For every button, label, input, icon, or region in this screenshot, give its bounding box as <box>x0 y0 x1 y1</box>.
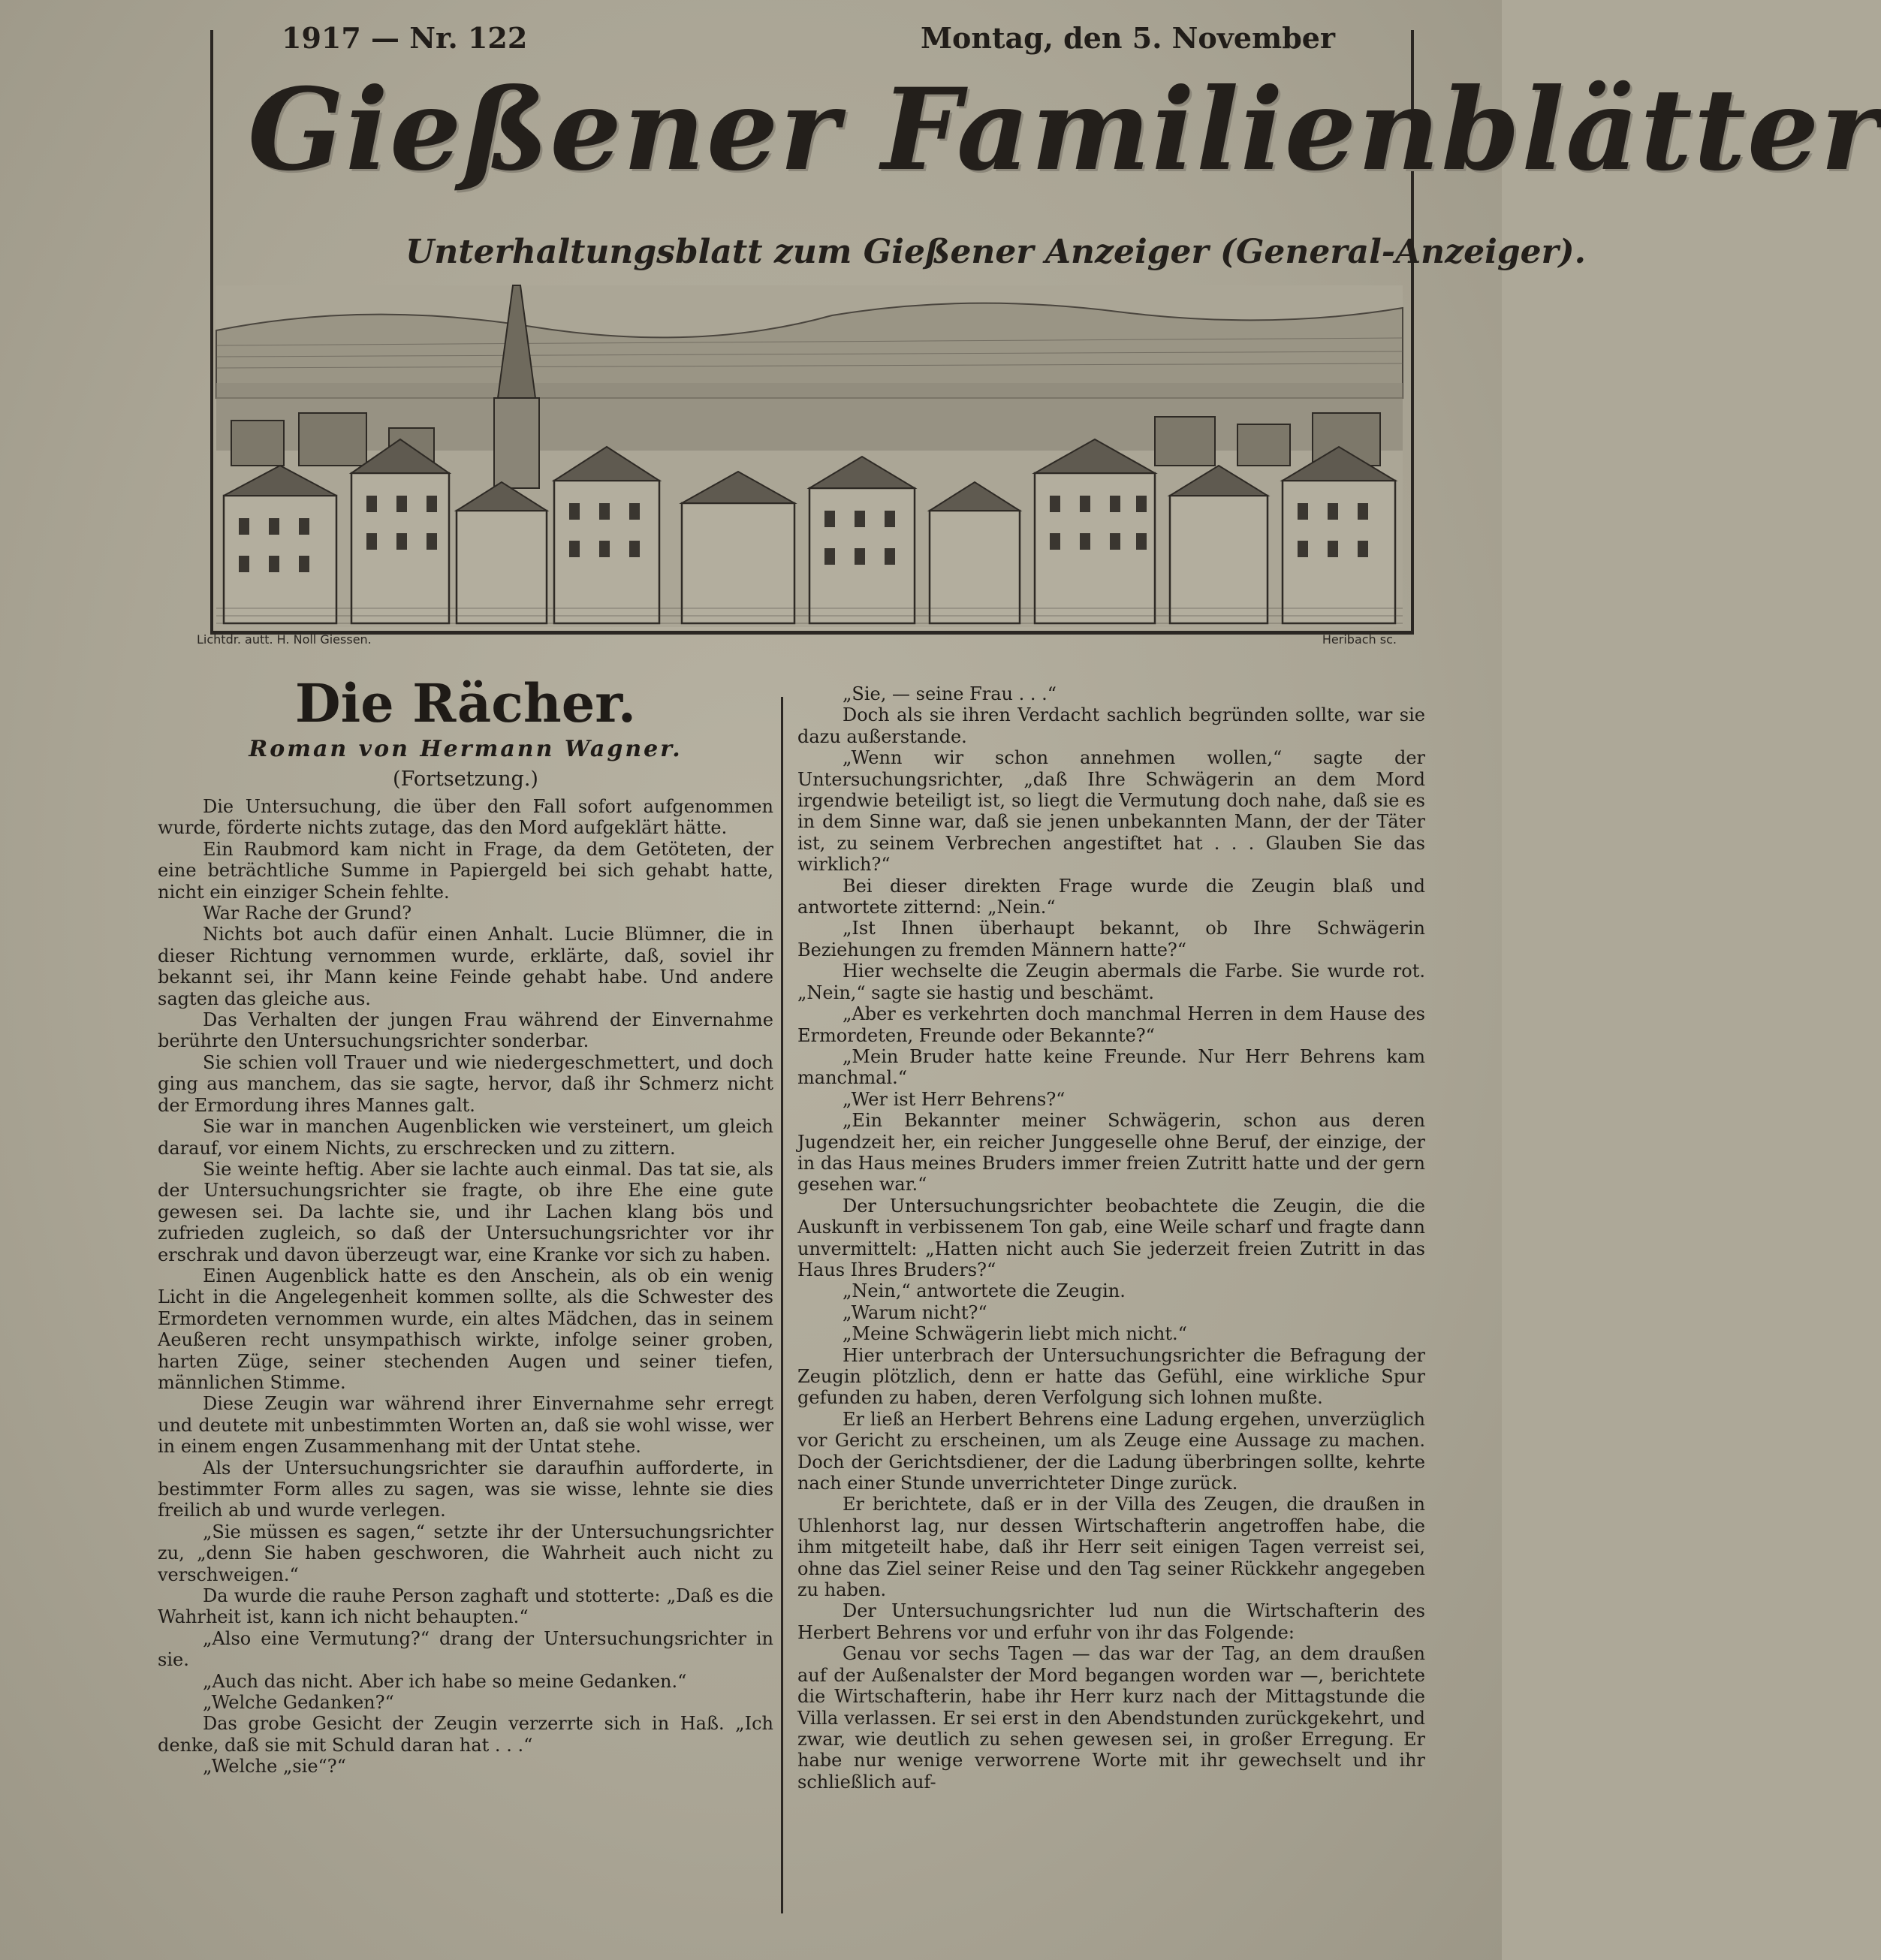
article-paragraph: „Mein Bruder hatte keine Freunde. Nur Herr Behrens kam manchmal.“ <box>797 1045 1425 1089</box>
article-paragraph: „Nein,“ antwortete die Zeugin. <box>843 1280 1126 1302</box>
article-paragraph: Das grobe Gesicht der Zeugin verzerrte sich in Haß. „Ich denke, daß sie mit Schuld daran hat . . .“ <box>158 1713 773 1756</box>
issue-number: 1917 — Nr. 122 <box>282 21 528 55</box>
right-text-column <box>797 683 1425 1793</box>
article-paragraph: Sie weinte heftig. Aber sie lachte auch einmal. Das tat sie, als der Untersuchungsrichter sie fragte, ob ihre Ehe eine gute gewesen sei. Da lachte sie, und ihr Lachen klang bös und zufrieden zugleich, so daß der Untersuchungsrichter vor ihr erschrak und davon überzeugt war, eine Kranke vor sich zu haben. <box>158 1158 773 1265</box>
article-paragraph: „Welche „sie“?“ <box>203 1756 346 1778</box>
article-paragraph: „Meine Schwägerin liebt mich nicht.“ <box>843 1323 1187 1345</box>
article-paragraph: Er berichtete, daß er in der Villa des Zeugen, die draußen in Uhlenhorst lag, nur dessen Wirtschafterin angetroffen habe, die ihm mitgeteilt habe, daß ihr Herr seit einigen Tagen verreist sei, ohne das Ziel seiner Reise und den Tag seiner Rückkehr angegeben zu haben. <box>797 1494 1425 1601</box>
article-paragraph: Einen Augenblick hatte es den Anschein, als ob ein wenig Licht in die Angelegenheit kommen sollte, als die Schwester des Ermordeten vernommen wurde, ein altes Mädchen, das in seinem Aeußeren recht unsympathisch wirkte, infolge seiner groben, harten Züge, seiner stechenden Augen und seiner tiefen, männlichen Stimme. <box>158 1265 773 1393</box>
article-paragraph: „Sie müssen es sagen,“ setzte ihr der Untersuchungsrichter zu, „denn Sie haben geschworen, die Wahrheit auch nicht zu verschweigen.“ <box>158 1521 773 1585</box>
article-paragraph: Bei dieser direkten Frage wurde die Zeugin blaß und antwortete zitternd: „Nein.“ <box>797 875 1425 918</box>
article-paragraph: Der Untersuchungsrichter lud nun die Wirtschafterin des Herbert Behrens vor und erfuhr von ihr das Folgende: <box>797 1600 1425 1643</box>
article-paragraph: Da wurde die rauhe Person zaghaft und stotterte: „Daß es die Wahrheit ist, kann ich nicht behaupten.“ <box>158 1585 773 1628</box>
article-paragraph: Das Verhalten der jungen Frau während der Einvernahme berührte den Untersuchungsrichter sonderbar. <box>158 1009 773 1052</box>
article-paragraph: Hier wechselte die Zeugin abermals die Farbe. Sie wurde rot. „Nein,“ sagte sie hastig und beschämt. <box>797 960 1425 1003</box>
article-paragraph: „Ist Ihnen überhaupt bekannt, ob Ihre Schwägerin Beziehungen zu fremden Männern hatte?“ <box>797 918 1425 960</box>
article-paragraph: Ein Raubmord kam nicht in Frage, da dem Getöteten, der eine beträchtliche Summe in Papiergeld bei sich gehabt hatte, nicht ein einziger Schein fehlte. <box>158 838 773 903</box>
article-paragraph: „Wenn wir schon annehmen wollen,“ sagte der Untersuchungsrichter, „daß Ihre Schwägerin an dem Mord irgendwie beteiligt ist, so liegt die Vermutung doch nahe, daß sie es in dem Sinne war, daß sie jenen unbekannten Mann, der der Täter ist, zu seinem Verbrechen angestiftet hat . . . Glauben Sie das wirklich?“ <box>797 747 1425 876</box>
column-divider <box>781 697 783 1913</box>
masthead-subtitle: Unterhaltungsblatt zum Gießener Anzeiger (General-Anzeiger). <box>405 233 1586 271</box>
article-paragraph: Er ließ an Herbert Behrens eine Ladung ergehen, unverzüglich vor Gericht zu erscheinen, um als Zeuge eine Aussage zu machen. Doch der Gerichtsdiener, der die Ladung überbringen sollte, kehrte nach einer Stunde unverrichteter Dinge zurück. <box>797 1408 1425 1494</box>
article-paragraph: Doch als sie ihren Verdacht sachlich begründen sollte, war sie dazu außerstande. <box>797 704 1425 747</box>
article-paragraph: Hier unterbrach der Untersuchungsrichter die Befragung der Zeugin plötzlich, denn er hatte das Gefühl, eine wirkliche Spur gefunden zu haben, deren Verfolgung sich lohnen mußte. <box>797 1344 1425 1409</box>
engraver-credit-right: Heribach sc. <box>1322 632 1397 647</box>
masthead-title: Gießener Familienblätter <box>248 64 1881 196</box>
article-paragraph: „Wer ist Herr Behrens?“ <box>843 1088 1066 1110</box>
article-paragraph: Als der Untersuchungsrichter sie daraufhin aufforderte, in bestimmter Form alles zu sagen, was sie wisse, lehnte sie dies freilich ab und wurde verlegen. <box>158 1457 773 1521</box>
article-paragraph: Die Untersuchung, die über den Fall sofort aufgenommen wurde, förderte nichts zutage, das den Mord aufgeklärt hätte. <box>158 796 773 839</box>
article-paragraph: Genau vor sechs Tagen — das war der Tag, an dem draußen auf der Außenalster der Mord begangen worden war —, berichtete die Wirtschafterin, habe ihr Herr kurz nach der Mittagstunde die Villa verlassen. Er sei erst in den Abendstunden zurückgekehrt, und zwar, wie deutlich zu sehen gewesen sei, in großer Erregung. Er habe nur wenige verworrene Worte mit ihr gewechselt und ihr schließlich auf- <box>797 1643 1425 1793</box>
article-paragraph: War Rache der Grund? <box>203 903 412 924</box>
article-paragraph: „Ein Bekannter meiner Schwägerin, schon aus deren Jugendzeit her, ein reicher Junggeselle ohne Beruf, der einzige, der in das Haus meines Bruders immer freien Zutritt hatte und der gern gesehen war.“ <box>797 1110 1425 1196</box>
article-paragraph: Diese Zeugin war während ihrer Einvernahme sehr erregt und deutete mit unbestimmten Worten an, daß sie wohl wisse, wer in einem engen Zusammenhang mit der Untat stehe. <box>158 1393 773 1458</box>
article-paragraph: „Warum nicht?“ <box>843 1301 987 1323</box>
issue-date: Montag, den 5. November <box>920 21 1335 55</box>
continuation-note: (Fortsetzung.) <box>393 767 538 791</box>
article-paragraph: Nichts bot auch dafür einen Anhalt. Lucie Blümner, die in dieser Richtung vernommen wurde, erklärte, daß, soviel ihr bekannt sei, ihr Mann keine Feinde gehabt habe. Und andere sagten das gleiche aus. <box>158 924 773 1009</box>
article-paragraph: Sie war in manchen Augenblicken wie versteinert, um gleich darauf, vor einem Nichts, zu erschrecken und zu zittern. <box>158 1116 773 1159</box>
article-paragraph: „Also eine Vermutung?“ drang der Untersuchungsrichter in sie. <box>158 1627 773 1671</box>
engraver-credit-left: Lichtdr. autt. H. Noll Giessen. <box>197 632 372 647</box>
article-paragraph: Der Untersuchungsrichter beobachtete die Zeugin, die die Auskunft in verbissenem Ton gab, eine Weile scharf und fragte dann unvermittelt: „Hatten nicht auch Sie jederzeit freien Zutritt in das Haus Ihres Bruders?“ <box>797 1195 1425 1280</box>
article-paragraph: „Auch das nicht. Aber ich habe so meine Gedanken.“ <box>203 1670 687 1692</box>
article-paragraph: „Sie, — seine Frau . . .“ <box>843 683 1057 704</box>
article-paragraph: „Welche Gedanken?“ <box>203 1692 394 1714</box>
city-panorama-illustration <box>216 285 1403 627</box>
left-text-column <box>158 796 773 1778</box>
article-paragraph: Sie schien voll Trauer und wie niedergeschmettert, und doch ging aus manchem, das sie sagte, hervor, daß ihr Schmerz nicht der Ermordung ihres Mannes galt. <box>158 1051 773 1116</box>
article-byline: Roman von Hermann Wagner. <box>249 736 683 762</box>
article-paragraph: „Aber es verkehrten doch manchmal Herren in dem Hause des Ermordeten, Freunde oder Bekannte?“ <box>797 1003 1425 1046</box>
article-title: Die Rächer. <box>294 672 637 734</box>
